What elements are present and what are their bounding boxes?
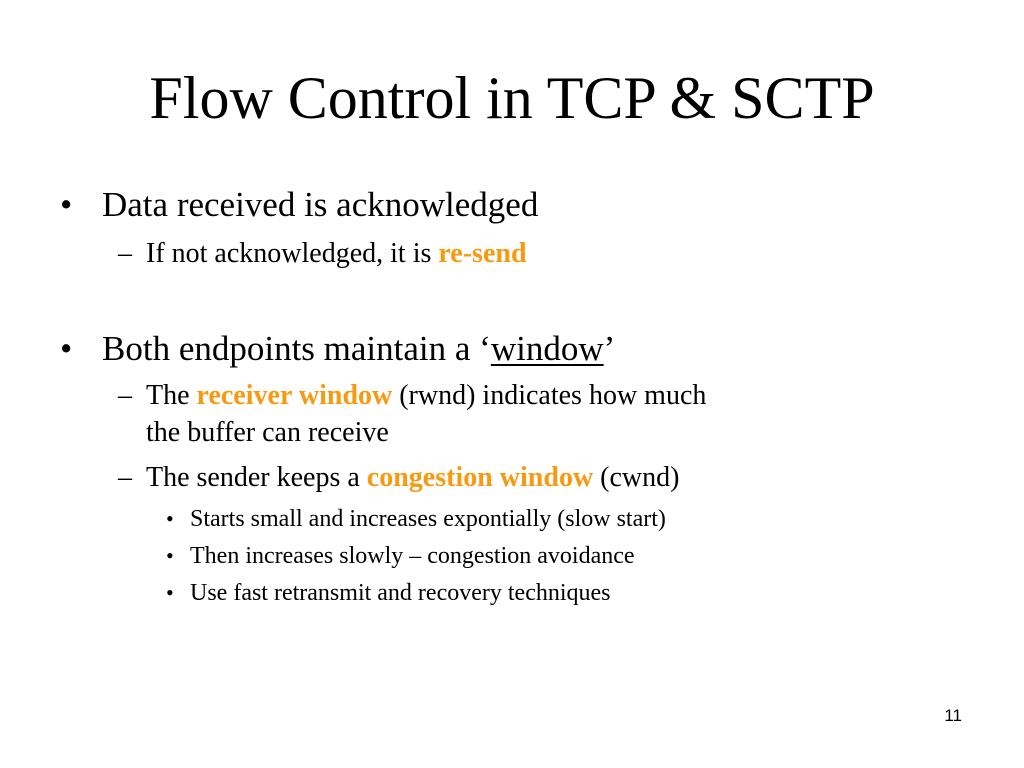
bullet-marker: • [60,185,73,224]
slide-number: 11 [944,706,962,725]
sub-bullet-receiver-window [146,378,706,414]
sub-sub-bullet-item: Use fast retransmit and recovery techniques [190,580,611,606]
sub-bullet-marker: – [118,238,132,269]
slide-title: Flow Control in TCP & SCTP [149,65,875,131]
bullet-window [102,328,615,370]
sub-bullet-text: The sender keeps a [146,462,367,493]
sub-sub-bullet-marker: • [166,506,174,531]
sub-bullet-receiver-window-continued [146,415,389,451]
sub-sub-bullet-marker: • [166,580,174,605]
sub-bullet-text: The [146,380,197,411]
highlight-resend: re-send [438,238,527,269]
sub-bullet-marker: – [118,380,132,411]
bullet-marker: • [60,329,73,368]
sub-sub-bullet-marker: • [166,543,174,568]
sub-bullet-text: If not acknowledged, it is [146,238,439,269]
sub-bullet-resend [146,236,527,272]
bullet-data-received [102,184,538,226]
sub-bullet-congestion-window [146,460,679,496]
sub-sub-bullet-item: Starts small and increases expontially (slow start) [190,506,666,532]
bullet-text: Data received is acknowledged [102,185,539,224]
sub-bullet-text-suffix: (cwnd) [593,462,680,493]
sub-bullet-marker: – [118,462,132,493]
highlight-receiver-window: receiver window [196,380,393,411]
bullet-text-suffix: ’ [603,329,616,368]
sub-bullet-text-suffix: (rwnd) indicates how much [392,380,707,411]
underlined-window: window [490,329,604,368]
sub-sub-bullet-item: Then increases slowly – congestion avoidance [190,543,635,569]
sub-bullet-text: the buffer can receive [146,417,389,448]
highlight-congestion-window: congestion window [366,462,594,493]
bullet-text: Both endpoints maintain a ‘ [102,329,491,368]
